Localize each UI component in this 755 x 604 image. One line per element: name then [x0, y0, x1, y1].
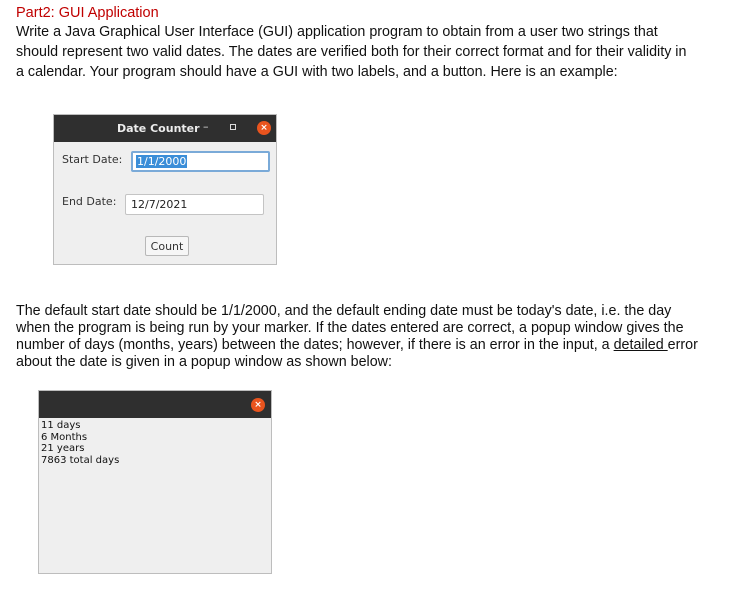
description-text-1: The default start date should be 1/1/2000, and the default ending date must be today's date, i.e. the day when the program is being run by your marker. If the dates entered are correct, a popup window gives the number of days (months, years) between the dates; however, if there is an error in the input, a [16, 303, 684, 353]
close-icon[interactable]: × [257, 121, 271, 135]
result-popup-window [38, 390, 272, 574]
description-text-2: error about the date is given in a popup window as shown below: [16, 337, 698, 370]
start-date-label: Start Date: [62, 153, 123, 166]
close-icon[interactable]: × [251, 398, 265, 412]
popup-line: 7863 total days [41, 454, 120, 466]
section-heading: Part2: GUI Application [16, 5, 159, 21]
window-title: Date Counter [117, 122, 200, 135]
end-date-label: End Date: [62, 195, 117, 208]
maximize-icon[interactable] [230, 124, 236, 130]
date-counter-window [53, 114, 277, 265]
window-titlebar [54, 115, 276, 142]
popup-line: 6 Months [41, 431, 88, 443]
start-date-value: 1/1/2000 [137, 155, 187, 168]
minimize-icon[interactable]: – [203, 120, 209, 133]
popup-titlebar [39, 391, 271, 418]
description-paragraph [16, 303, 706, 371]
popup-message [41, 420, 119, 466]
intro-paragraph: Write a Java Graphical User Interface (GUI) application program to obtain from a user two strings that should represent two valid dates. The dates are verified both for their correct format and for their validity in a calendar. Your program should have a GUI with two labels, and a button. Here is an example: [16, 24, 687, 80]
popup-line: 21 years [41, 443, 85, 455]
count-button[interactable]: Count [145, 236, 189, 256]
popup-line: 11 days [41, 420, 81, 431]
underlined-word: detailed [613, 337, 668, 353]
end-date-field[interactable]: 12/7/2021 [125, 194, 264, 215]
start-date-field[interactable] [131, 151, 270, 172]
